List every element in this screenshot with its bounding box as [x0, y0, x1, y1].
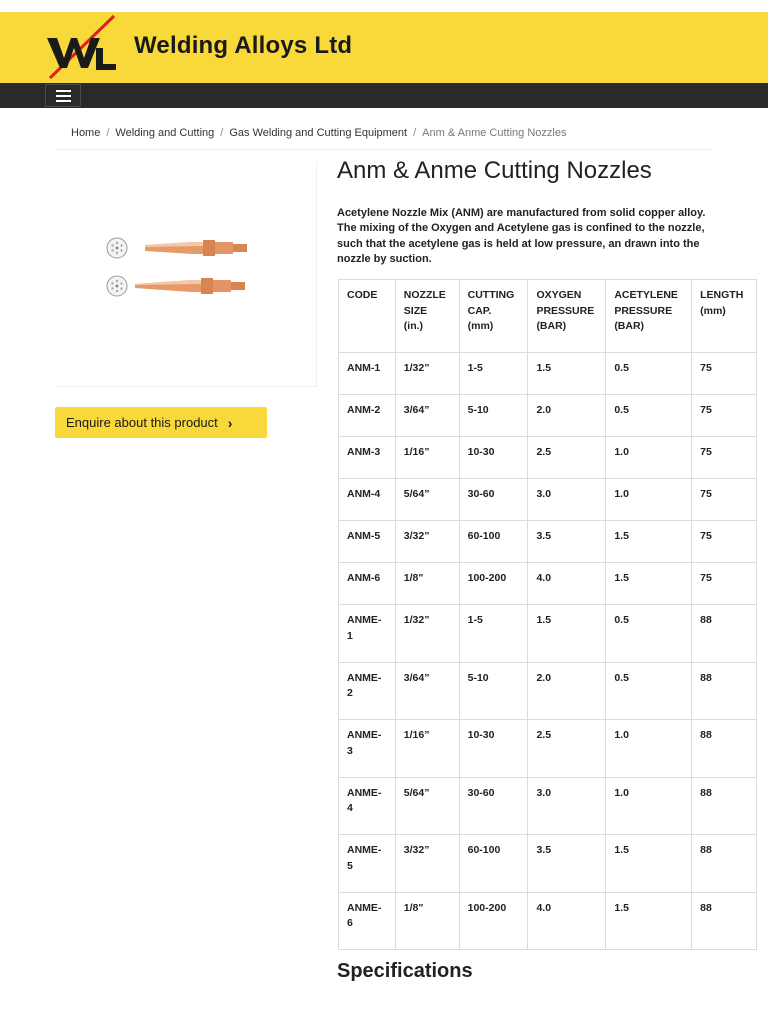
table-cell: 1.0 — [606, 437, 692, 479]
table-cell: 2.0 — [528, 662, 606, 720]
table-cell: 2.0 — [528, 395, 606, 437]
table-cell: 3.0 — [528, 777, 606, 835]
table-cell: ANM-4 — [339, 479, 396, 521]
nozzle-spec-table — [338, 279, 757, 950]
table-cell: 75 — [692, 395, 757, 437]
table-cell: ANME-4 — [339, 777, 396, 835]
breadcrumb-separator: / — [413, 127, 417, 139]
table-cell: 5/64” — [395, 479, 459, 521]
table-cell: 4.0 — [528, 563, 606, 605]
table-cell: 1.5 — [528, 353, 606, 395]
nozzle-bottom — [107, 276, 245, 296]
table-cell: ANM-2 — [339, 395, 396, 437]
header-line: LENGTH — [700, 289, 744, 301]
enquire-label: Enquire about this product — [66, 415, 218, 430]
table-cell: 88 — [692, 720, 757, 778]
table-cell: 3/64” — [395, 662, 459, 720]
wa-logo-icon[interactable] — [44, 14, 120, 80]
table-cell: 5-10 — [459, 662, 528, 720]
nozzle-top — [107, 238, 247, 258]
table-row — [339, 835, 757, 893]
table-cell: 88 — [692, 835, 757, 893]
breadcrumb-separator: / — [106, 127, 110, 139]
table-cell: 100-200 — [459, 892, 528, 950]
table-cell: ANME-2 — [339, 662, 396, 720]
table-cell: 0.5 — [606, 395, 692, 437]
table-header-cell — [339, 280, 396, 353]
hamburger-icon — [56, 95, 71, 97]
table-cell: ANM-5 — [339, 521, 396, 563]
table-cell: 100-200 — [459, 563, 528, 605]
table-cell: 3.5 — [528, 521, 606, 563]
product-image[interactable] — [55, 162, 317, 387]
table-cell: 75 — [692, 437, 757, 479]
header-line: PRESSURE — [536, 304, 595, 317]
main-navbar — [0, 83, 768, 108]
table-cell: ANME-5 — [339, 835, 396, 893]
table-cell: 3.5 — [528, 835, 606, 893]
table-cell: 75 — [692, 563, 757, 605]
table-cell: 30-60 — [459, 777, 528, 835]
table-cell: 5/64” — [395, 777, 459, 835]
table-cell: 1.5 — [606, 835, 692, 893]
table-header-cell — [395, 280, 459, 353]
table-row — [339, 892, 757, 950]
table-row — [339, 437, 757, 479]
header-line: CUTTING — [467, 289, 515, 301]
table-cell: 1/8" — [395, 563, 459, 605]
breadcrumb-current: Anm & Anme Cutting Nozzles — [422, 127, 567, 139]
product-description: Acetylene Nozzle Mix (ANM) are manufactured from solid copper alloy. The mixing of the Oxygen and Acetylene gas is confined to the nozzle, such that the acetylene gas is held at low pressure, an drawn into the nozzle by suction. — [337, 207, 706, 265]
table-cell: ANM-3 — [339, 437, 396, 479]
table-cell: 5-10 — [459, 395, 528, 437]
table-cell: 2.5 — [528, 720, 606, 778]
header-line: OXYGEN — [536, 289, 582, 301]
table-cell: 75 — [692, 521, 757, 563]
table-cell: 88 — [692, 777, 757, 835]
table-cell: 3/64” — [395, 395, 459, 437]
table-cell: ANME-6 — [339, 892, 396, 950]
table-header-cell — [606, 280, 692, 353]
table-cell: 0.5 — [606, 605, 692, 663]
table-row — [339, 353, 757, 395]
table-cell: ANM-6 — [339, 563, 396, 605]
header-line: PRESSURE — [614, 304, 673, 317]
table-cell: 10-30 — [459, 437, 528, 479]
table-header-cell — [528, 280, 606, 353]
header-line: NOZZLE — [403, 289, 446, 301]
table-row — [339, 605, 757, 663]
table-cell: 1/32” — [395, 353, 459, 395]
table-header-row — [339, 280, 757, 353]
header-line: (BAR) — [536, 320, 567, 332]
table-cell: 3/32” — [395, 521, 459, 563]
site-header — [0, 12, 768, 83]
table-cell: 1/16” — [395, 720, 459, 778]
table-row — [339, 521, 757, 563]
enquire-button[interactable] — [55, 407, 267, 438]
header-line: (mm) — [467, 320, 494, 332]
table-row — [339, 563, 757, 605]
table-cell: 1.5 — [606, 892, 692, 950]
header-line: SIZE — [403, 304, 428, 317]
table-cell: 3.0 — [528, 479, 606, 521]
table-cell: 0.5 — [606, 353, 692, 395]
table-cell: 88 — [692, 662, 757, 720]
nozzle-image — [103, 234, 253, 304]
table-row — [339, 777, 757, 835]
table-cell: 2.5 — [528, 437, 606, 479]
table-cell: 1-5 — [459, 605, 528, 663]
header-line: (BAR) — [614, 320, 645, 332]
table-cell: 88 — [692, 605, 757, 663]
table-cell: ANME-1 — [339, 605, 396, 663]
table-cell: 0.5 — [606, 662, 692, 720]
header-line: (mm) — [700, 304, 726, 317]
breadcrumb-home[interactable]: Home — [71, 127, 101, 139]
breadcrumb-welding-and-cutting[interactable]: Welding and Cutting — [115, 127, 215, 139]
table-cell: 60-100 — [459, 835, 528, 893]
table-row — [339, 479, 757, 521]
table-cell: 1.5 — [606, 563, 692, 605]
table-cell: ANM-1 — [339, 353, 396, 395]
table-cell: 1-5 — [459, 353, 528, 395]
table-cell: 1/16” — [395, 437, 459, 479]
table-cell: 75 — [692, 479, 757, 521]
table-cell: 1.0 — [606, 720, 692, 778]
table-cell: 1/32” — [395, 605, 459, 663]
table-cell: 88 — [692, 892, 757, 950]
table-cell: 1/8" — [395, 892, 459, 950]
table-row — [339, 720, 757, 778]
table-cell: 10-30 — [459, 720, 528, 778]
header-line: CODE — [347, 289, 378, 301]
table-cell: 30-60 — [459, 479, 528, 521]
table-row — [339, 395, 757, 437]
table-header-cell — [692, 280, 757, 353]
header-line: CAP. — [467, 304, 492, 317]
page-title: Anm & Anme Cutting Nozzles — [337, 157, 652, 184]
table-cell: 3/32” — [395, 835, 459, 893]
table-cell: 60-100 — [459, 521, 528, 563]
hamburger-menu-button[interactable] — [45, 84, 81, 107]
brand-name[interactable]: Welding Alloys Ltd — [134, 32, 353, 59]
specifications-heading: Specifications — [337, 960, 473, 982]
breadcrumb-separator: / — [220, 127, 224, 139]
breadcrumb — [55, 122, 713, 150]
breadcrumb-gas-welding[interactable]: Gas Welding and Cutting Equipment — [229, 127, 408, 139]
table-cell: 1.5 — [528, 605, 606, 663]
table-cell: 1.0 — [606, 777, 692, 835]
table-cell: 4.0 — [528, 892, 606, 950]
table-header-cell — [459, 280, 528, 353]
table-cell: 1.0 — [606, 479, 692, 521]
table-cell: 1.5 — [606, 521, 692, 563]
table-cell: 75 — [692, 353, 757, 395]
chevron-right-icon: › — [227, 414, 233, 431]
table-row — [339, 662, 757, 720]
header-line: (in.) — [403, 320, 424, 332]
header-line: ACETYLENE — [614, 289, 678, 301]
table-cell: ANME-3 — [339, 720, 396, 778]
